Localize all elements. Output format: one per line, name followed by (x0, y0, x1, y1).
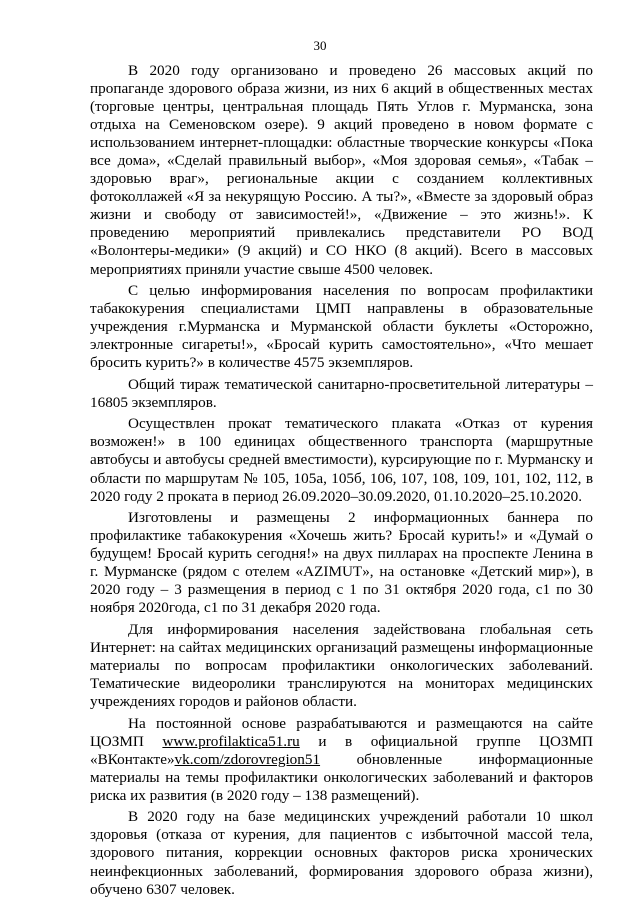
vk-group-link[interactable]: vk.com/zdorovregion51 (174, 750, 321, 768)
page-number: 30 (313, 38, 327, 53)
paragraph-website-text-middle: и в официальной группе ЦОЗМП «ВКонтакте» (90, 732, 593, 768)
document-body (90, 62, 593, 902)
paragraph-website-text-start: На постоянной основе разрабатываются и размещаются на сайте ЦОЗМП (90, 714, 593, 750)
website-link[interactable]: www.profilaktica51.ru (162, 732, 300, 750)
paragraph-mass-actions: В 2020 году организовано и проведено 26 массовых акций по пропаганде здорового образа жизни, из них 6 акций в общественных местах (торговые центры, центральная площадь Пять Углов г. Мурманска, зона отдыха на Семеновском озере). 9 акций проведено в новом формате с использованием интернет-площадки: областные творческие конкурсы «Пока все дома», «Сделай правильный выбор», «Моя здоровая семья», «Табак – здоровью враг», региональные акции с созданием коллективных фотоколлажей «Я за некурящую Россию. А ты?», «Вместе за здоровый образ жизни и свободу от зависимостей!», «Движение – это жизнь!». К проведению мероприятий привлекались представители РО ВОД «Волонтеры-медики» (9 акций) и СО НКО (8 акций). Всего в массовых мероприятиях приняли участие свыше 4500 человек. (90, 62, 593, 278)
paragraph-internet: Для информирования населения задействована глобальная сеть Интернет: на сайтах медицинских организаций размещены информационные материалы по вопросам профилактики онкологических заболеваний. Тематические видеоролики транслируются на мониторах медицинских учреждениях городов и районов области. (90, 620, 593, 711)
paragraph-poster-transport: Осуществлен прокат тематического плаката «Отказ от курения возможен!» в 100 единицах общественного транспорта (маршрутные автобусы и автобусы средней вместимости), курсирующие по г. Мурманску и области по маршрутам № 105, 105а, 105б, 106, 107, 108, 109, 101, 102, 112, в 2020 году 2 проката в период 26.09.2020–30.09.2020, 01.10.2020–25.10.2020. (90, 415, 593, 505)
paragraph-website-text-end: обновленные информационные материалы на темы профилактики онкологических заболеваний и факторов риска их развития (в 2020 году – 138 размещений). (90, 750, 593, 804)
paragraph-booklets: С целью информирования населения по вопросам профилактики табакокурения специалистами ЦМП направлены в образовательные учреждения г.Мурманска и Мурманской области буклеты «Осторожно, электронные сигареты!», «Бросай курить самостоятельно», «Что мешает бросить курить?» в количестве 4575 экземпляров. (90, 282, 593, 372)
paragraph-website (90, 715, 593, 805)
paragraph-banners: Изготовлены и размещены 2 информационных баннера по профилактике табакокурения «Хочешь жить? Бросай курить!» и «Думай о будущем! Бросай курить сегодня!» на двух пилларах на проспекте Ленина в г. Мурманске (рядом с отелем «AZIMUT», на остановке «Детский мир»), в 2020 году – 3 размещения в период с 1 по 31 октября 2020 года, с1 по 30 ноября 2020года, с1 по 31 декабря 2020 года. (90, 509, 593, 617)
paragraph-circulation: Общий тираж тематической санитарно-просветительной литературы – 16805 экземпляров. (90, 375, 593, 411)
paragraph-health-schools: В 2020 году на базе медицинских учреждений работали 10 школ здоровья (отказа от курения, для пациентов с избыточной массой тела, здорового питания, коррекции основных факторов риска хронических неинфекционных заболеваний, формирования здорового образа жизни), обучено 6307 человек. (90, 808, 593, 898)
